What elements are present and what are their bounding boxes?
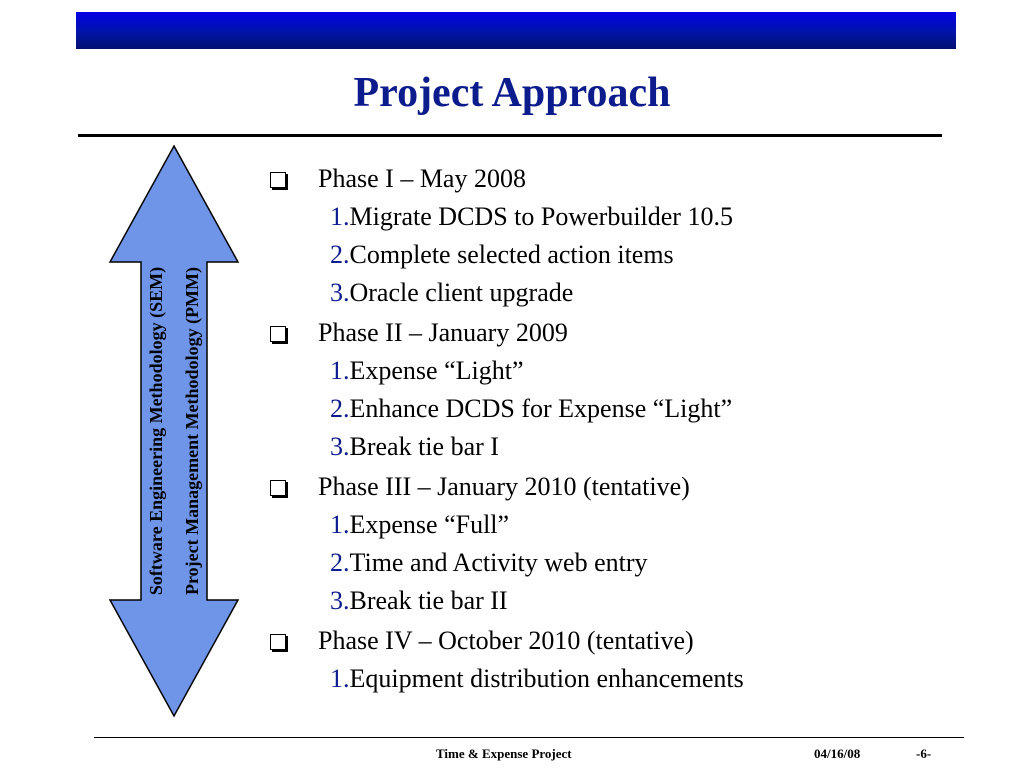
arrow-label-sem: Software Engineering Methodology (SEM) <box>146 266 166 596</box>
phase-task <box>264 274 964 312</box>
phase-task <box>264 660 964 698</box>
task-text: Expense “Full” <box>349 510 510 539</box>
phase-label: Phase III – January 2010 (tentative) <box>318 472 690 501</box>
arrow-label <box>138 191 210 671</box>
phase-item <box>264 160 964 312</box>
task-number: 1. <box>330 664 350 693</box>
checkbox-bullet-icon <box>270 172 286 188</box>
task-number: 1. <box>330 510 350 539</box>
task-text: Oracle client upgrade <box>349 278 574 307</box>
task-text: Break tie bar I <box>349 432 499 461</box>
task-text: Equipment distribution enhancements <box>349 664 744 693</box>
title-divider <box>78 134 942 137</box>
phase-task <box>264 506 964 544</box>
arrow-label-pmm: Project Management Methodology (PMM) <box>182 266 202 596</box>
phase-label: Phase I – May 2008 <box>318 164 526 193</box>
footer-date: 04/16/08 <box>814 746 861 761</box>
phase-task <box>264 544 964 582</box>
task-text: Break tie bar II <box>349 586 508 615</box>
phase-task <box>264 236 964 274</box>
checkbox-bullet-icon <box>270 480 286 496</box>
checkbox-bullet-icon <box>270 326 286 342</box>
task-text: Time and Activity web entry <box>349 548 648 577</box>
page-title: Project Approach <box>353 70 671 116</box>
footer-page-number: -6- <box>916 746 932 761</box>
phase-item <box>264 314 964 466</box>
phase-task-list <box>264 660 964 698</box>
phase-task <box>264 428 964 466</box>
phase-task <box>264 198 964 236</box>
double-arrow <box>108 144 240 718</box>
phase-heading <box>264 160 964 198</box>
phase-label: Phase II – January 2009 <box>318 318 568 347</box>
phase-task-list <box>264 506 964 620</box>
phase-heading <box>264 314 964 352</box>
top-banner <box>76 12 956 49</box>
task-text: Enhance DCDS for Expense “Light” <box>349 394 733 423</box>
phase-task-list <box>264 198 964 312</box>
task-number: 3. <box>330 432 350 461</box>
phase-item <box>264 468 964 620</box>
phase-list <box>264 160 964 698</box>
phase-task-list <box>264 352 964 466</box>
phase-item <box>264 622 964 698</box>
task-number: 1. <box>330 356 350 385</box>
task-number: 1. <box>330 202 350 231</box>
task-text: Complete selected action items <box>349 240 674 269</box>
phase-task <box>264 582 964 620</box>
task-number: 3. <box>330 586 350 615</box>
task-text: Expense “Light” <box>349 356 524 385</box>
phase-heading <box>264 622 964 660</box>
phase-task <box>264 390 964 428</box>
phase-label: Phase IV – October 2010 (tentative) <box>318 626 694 655</box>
task-text: Migrate DCDS to Powerbuilder 10.5 <box>349 202 733 231</box>
task-number: 2. <box>330 240 350 269</box>
checkbox-bullet-icon <box>270 634 286 650</box>
phase-heading <box>264 468 964 506</box>
task-number: 2. <box>330 394 350 423</box>
footer-divider <box>94 737 964 738</box>
phase-task <box>264 352 964 390</box>
footer-project-name: Time & Expense Project <box>436 746 572 761</box>
task-number: 2. <box>330 548 350 577</box>
task-number: 3. <box>330 278 350 307</box>
